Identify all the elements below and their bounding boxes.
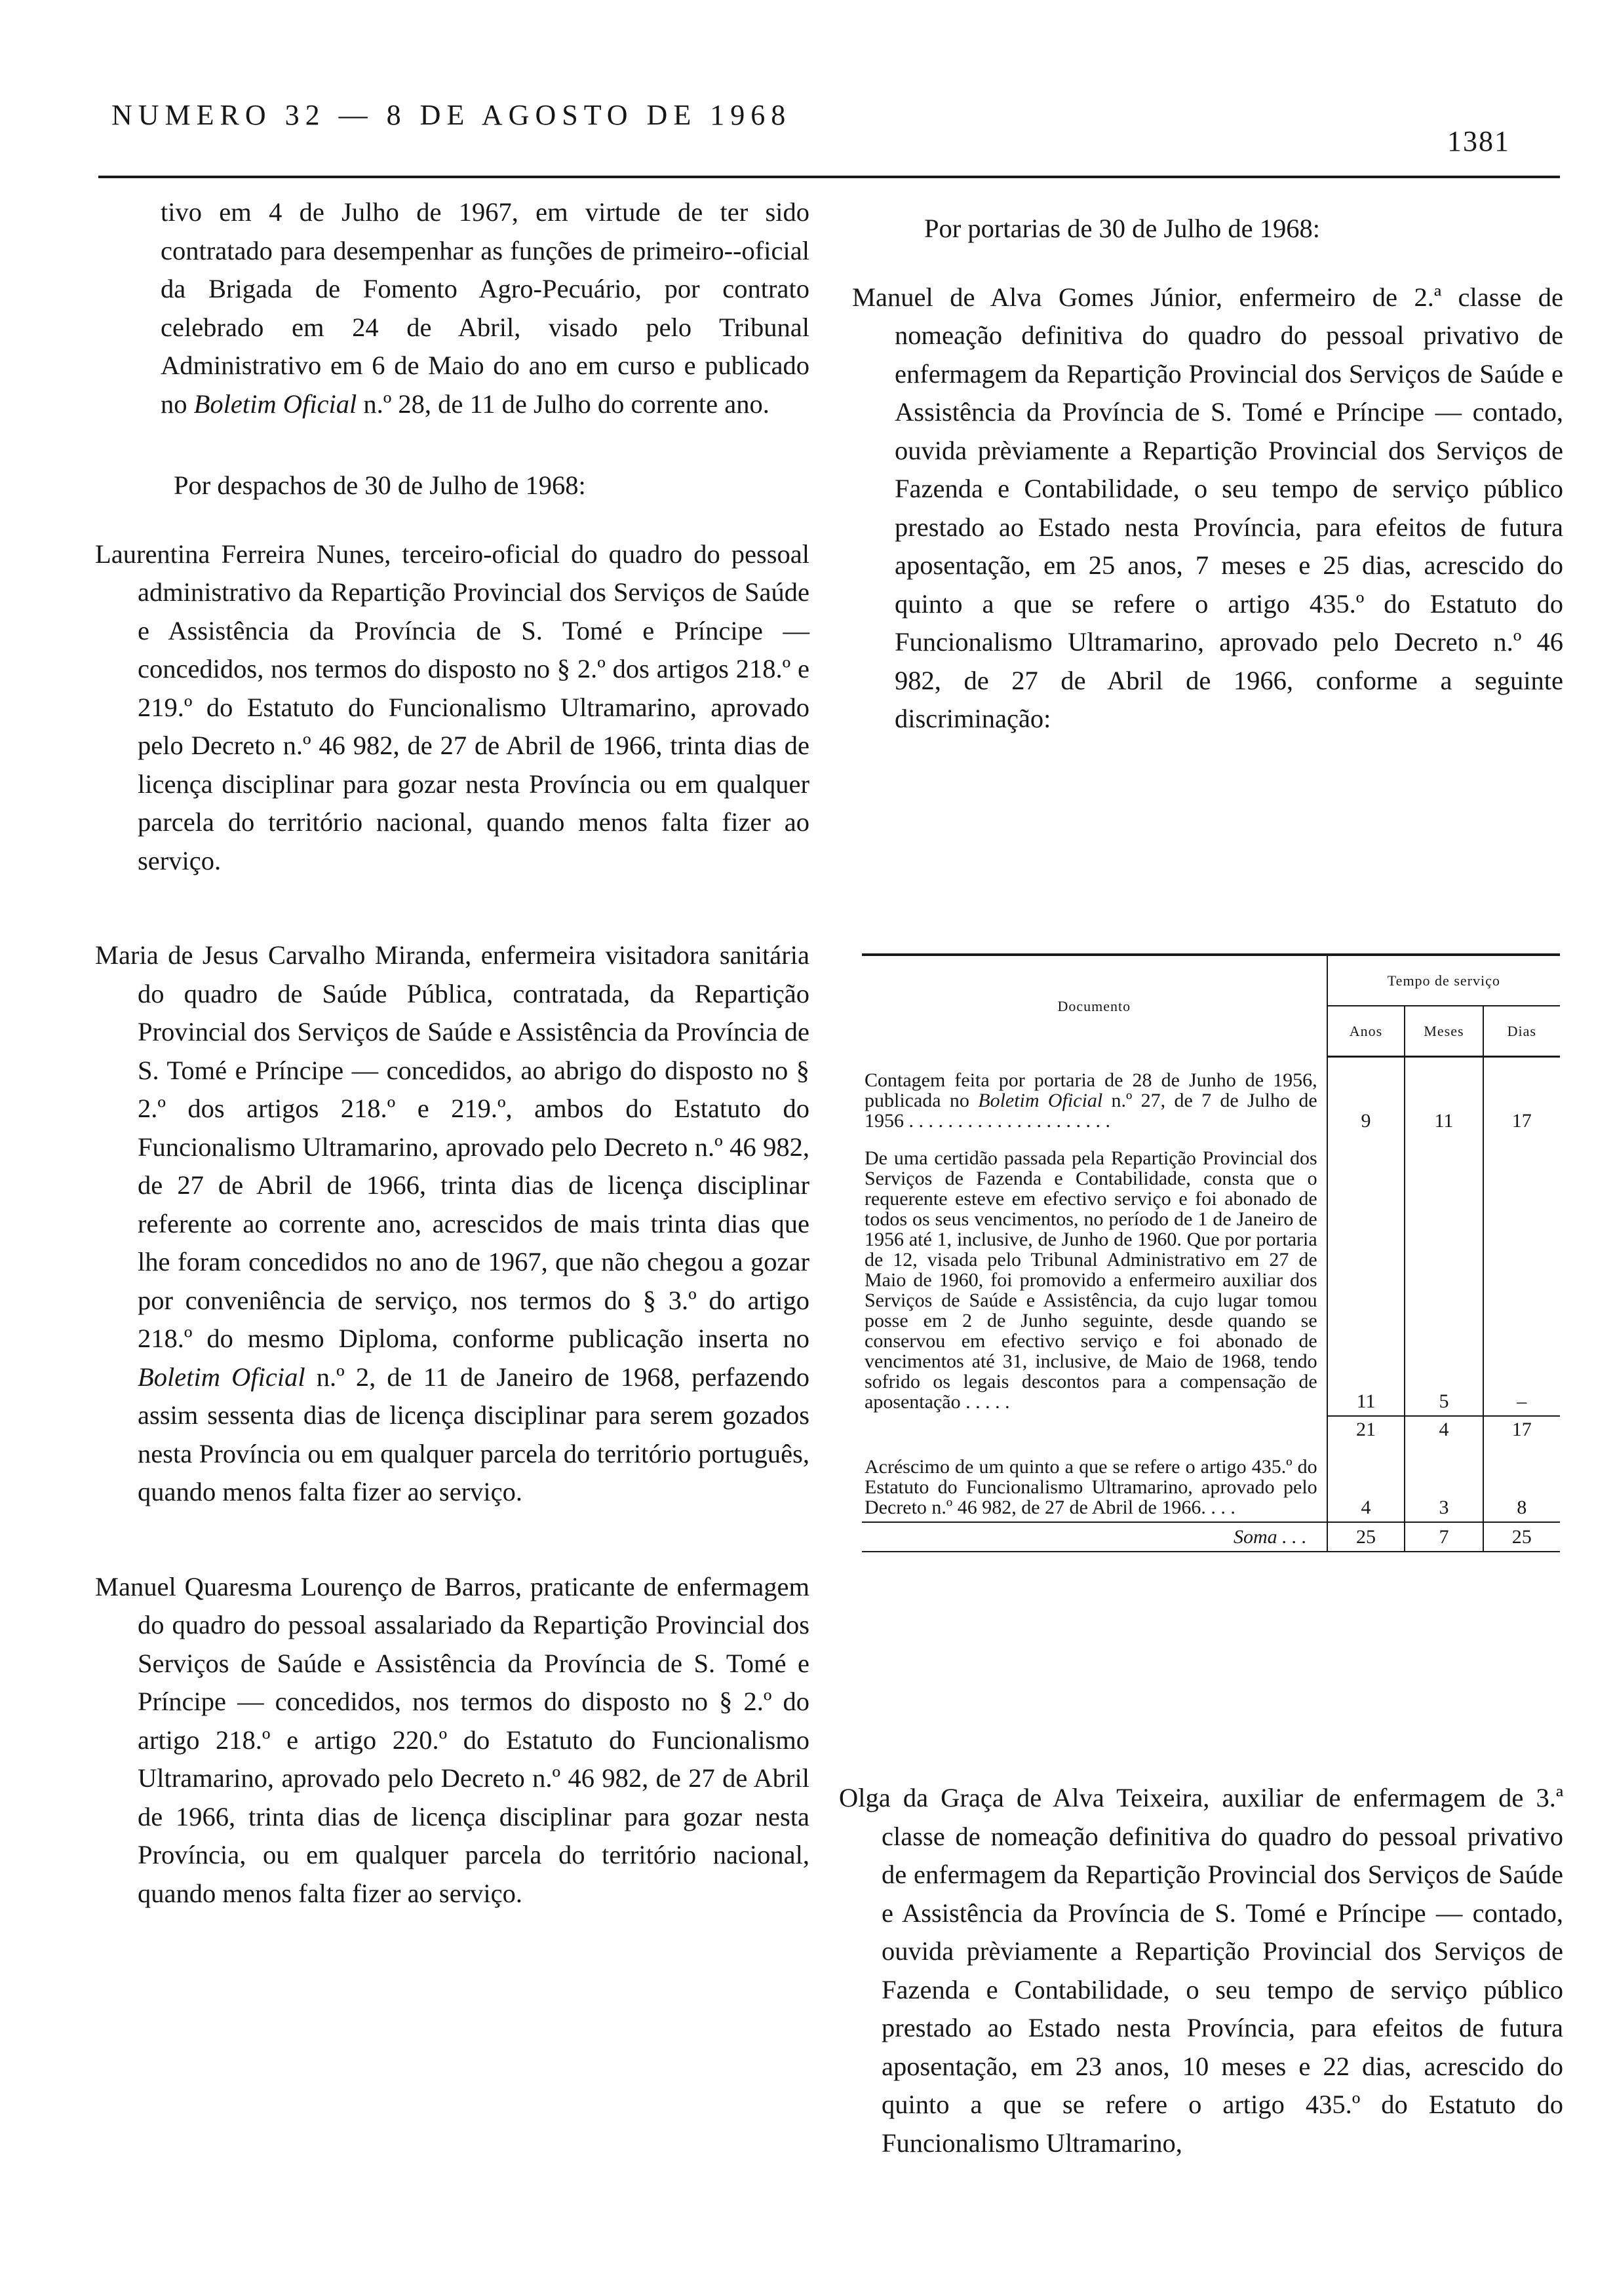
right-column-continued [839,1779,1563,2162]
entry-name: Manuel de Alva Gomes Júnior [852,282,1216,312]
table-total-row [862,1522,1560,1552]
table-header-documento: Documento [862,955,1327,1057]
page-number: 1381 [1447,125,1510,157]
total-meses: 7 [1405,1522,1483,1552]
table-cell-dias: – [1517,1390,1527,1412]
table-cell-document: Acréscimo de um quinto a que se refere o artigo 435.º do Estatuto do Funcionalismo Ultramarino, aprovado pelo Decreto n.º 46 982, de 27 de Abril de 1966. . . . [862,1444,1327,1522]
table-header-meses: Meses [1405,1006,1483,1057]
service-time-table [862,953,1560,1552]
portarias-heading: Por portarias de 30 de Julho de 1968: [924,214,1321,243]
table-cell-meses: 5 [1405,1135,1483,1416]
table-row [862,1135,1560,1416]
left-column [95,193,809,1913]
table-header-anos: Anos [1327,1006,1405,1057]
boletim-oficial-ref: Boletim Oficial [193,389,357,419]
header-divider [98,176,1560,178]
table-cell-document: De uma certidão passada pela Repartição Provincial dos Serviços de Fazenda e Contabilidade, consta que o requerente esteve em efectivo serviço e foi abonado de todos os seus vencimentos, no período de 1 de Janeiro de 1956 até 1, inclusive, de Junho de 1960. Que por portaria de 12, visada pelo Tribunal Administrativo em 27 de Maio de 1960, foi promovido a enfermeiro auxiliar dos Serviços de Saúde e Assistência, da cujo lugar tomou posse em 2 de Junho seguinte, desde quando se conservou em efectivo serviço e foi abonado de vencimentos até 31, inclusive, de Maio de 1968, tendo sofrido os legais descontos para a compensação de aposentação . . . . . [862,1135,1327,1416]
table-header-tempo-servico: Tempo de serviço [1327,955,1560,1006]
subtotal-dias: 17 [1483,1416,1560,1444]
table-header-dias: Dias [1483,1006,1560,1057]
table-row [862,1057,1560,1135]
entry-name: Laurentina Ferreira Nunes [95,539,385,569]
table-cell-dias: 8 [1517,1496,1527,1518]
entry-manuel-barros: Manuel Quaresma Lourenço de Barros, praticante de enfermagem do quadro do pessoal assalariado da Repartição Provincial dos Serviços de Saúde e Assistência da Província de S. Tomé e Príncipe — concedidos, nos termos do disposto no § 2.º do artigo 218.º e artigo 220.º do Estatuto do Funcionalismo Ultramarino, aprovado pelo Decreto n.º 46 982, de 27 de Abril de 1966, trinta dias de licença disciplinar para gozar nesta Província, ou em qualquer parcela do território nacional, quando menos falta fizer ao serviço. [95,1571,809,1908]
table-cell-dias: 17 [1511,1109,1532,1132]
table-row [862,1444,1560,1522]
table-cell-anos: 4 [1327,1444,1405,1522]
entry-manuel-gomes: Manuel de Alva Gomes Júnior, enfermeiro de 2.ª classe de nomeação definitiva do quadro do pessoal privativo de enfermagem da Repartição Provincial dos Serviços de Saúde e Assistência da Província de S. Tomé e Príncipe — contado, ouvida prèviamente a Repartição Provincial dos Serviços de Fazenda e Contabilidade, o seu tempo de serviço público prestado ao Estado nesta Província, para efeitos de futura aposentação, em 25 anos, 7 meses e 25 dias, acrescido do quinto a que se refere o artigo 435.º do Estatuto do Funcionalismo Ultramarino, aprovado pelo Decreto n.º 46 982, de 27 de Abril de 1966, conforme a seguinte discriminação: [852,282,1563,733]
table-cell-anos: 9 [1327,1057,1405,1135]
gazette-issue-title: NUMERO 32 — 8 DE AGOSTO DE 1968 [111,99,792,131]
total-label: Soma . . . [862,1522,1327,1552]
subtotal-meses: 4 [1405,1416,1483,1444]
continued-paragraph: tivo em 4 de Julho de 1967, em virtude de ter sido contratado para desempenhar as funções de primeiro--oficial da Brigada de Fomento Agro-Pecuário, por contrato celebrado em 24 de Abril, visado pelo Tribunal Administrativo em 6 de Maio do ano em curso e publicado no Boletim Oficial n.º 28, de 11 de Julho do corrente ano. [161,197,809,419]
table-cell-anos: 11 [1327,1135,1405,1416]
table-subtotal-row [862,1416,1560,1444]
entry-name: Manuel Quaresma Lourenço de Barros [95,1571,515,1601]
total-anos: 25 [1327,1522,1405,1552]
subtotal-anos: 21 [1327,1416,1405,1444]
total-dias: 25 [1483,1522,1560,1552]
table-cell-document: Contagem feita por portaria de 28 de Junho de 1956, publicada no Boletim Oficial n.º 27, de 7 de Julho de 1956 . . . . . . . . . . . . . . . . . . . . . [862,1057,1327,1135]
despachos-heading: Por despachos de 30 de Julho de 1968: [174,470,586,500]
table-cell-meses: 11 [1405,1057,1483,1135]
boletim-oficial-ref: Boletim Oficial [138,1362,305,1392]
entry-name: Maria de Jesus Carvalho Miranda [95,940,465,970]
table-cell-meses: 3 [1405,1444,1483,1522]
entry-name: Olga da Graça de Alva Teixeira [839,1783,1203,1812]
entry-olga: Olga da Graça de Alva Teixeira, auxiliar de enfermagem de 3.ª classe de nomeação definitiva do quadro do pessoal privativo de enfermagem da Repartição Provincial dos Serviços de Saúde e Assistência da Província de S. Tomé e Príncipe — contado, ouvida prèviamente a Repartição Provincial dos Serviços de Fazenda e Contabilidade, o seu tempo de serviço público prestado ao Estado nesta Província, para efeitos de futura aposentação, em 23 anos, 10 meses e 22 dias, acrescido do quinto a que se refere o artigo 435.º do Estatuto do Funcionalismo Ultramarino, [839,1783,1563,2158]
right-column [852,210,1563,738]
entry-maria: Maria de Jesus Carvalho Miranda, enfermeira visitadora sanitária do quadro de Saúde Pública, contratada, da Repartição Provincial dos Serviços de Saúde e Assistência da Província de S. Tomé e Príncipe — concedidos, ao abrigo do disposto no § 2.º dos artigos 218.º e 219.º, ambos do Estatuto do Funcionalismo Ultramarino, aprovado pelo Decreto n.º 46 982, de 27 de Abril de 1966, trinta dias de licença disciplinar referente ao corrente ano, acrescidos de mais trinta dias que lhe foram concedidos no ano de 1967, que não chegou a gozar por conveniência de serviço, nos termos do § 3.º do artigo 218.º do mesmo Diploma, conforme publicação inserta no Boletim Oficial n.º 2, de 11 de Janeiro de 1968, perfazendo assim sessenta dias de licença disciplinar para serem gozados nesta Província ou em qualquer parcela do território português, quando menos falta fizer ao serviço. [95,940,810,1506]
entry-laurentina: Laurentina Ferreira Nunes, terceiro-oficial do quadro do pessoal administrativo da Repartição Provincial dos Serviços de Saúde e Assistência da Província de S. Tomé e Príncipe — concedidos, nos termos do disposto no § 2.º dos artigos 218.º e 219.º do Estatuto do Funcionalismo Ultramarino, aprovado pelo Decreto n.º 46 982, de 27 de Abril de 1966, trinta dias de licença disciplinar para gozar nesta Província ou em qualquer parcela do território nacional, quando menos falta fizer ao serviço. [95,539,809,875]
